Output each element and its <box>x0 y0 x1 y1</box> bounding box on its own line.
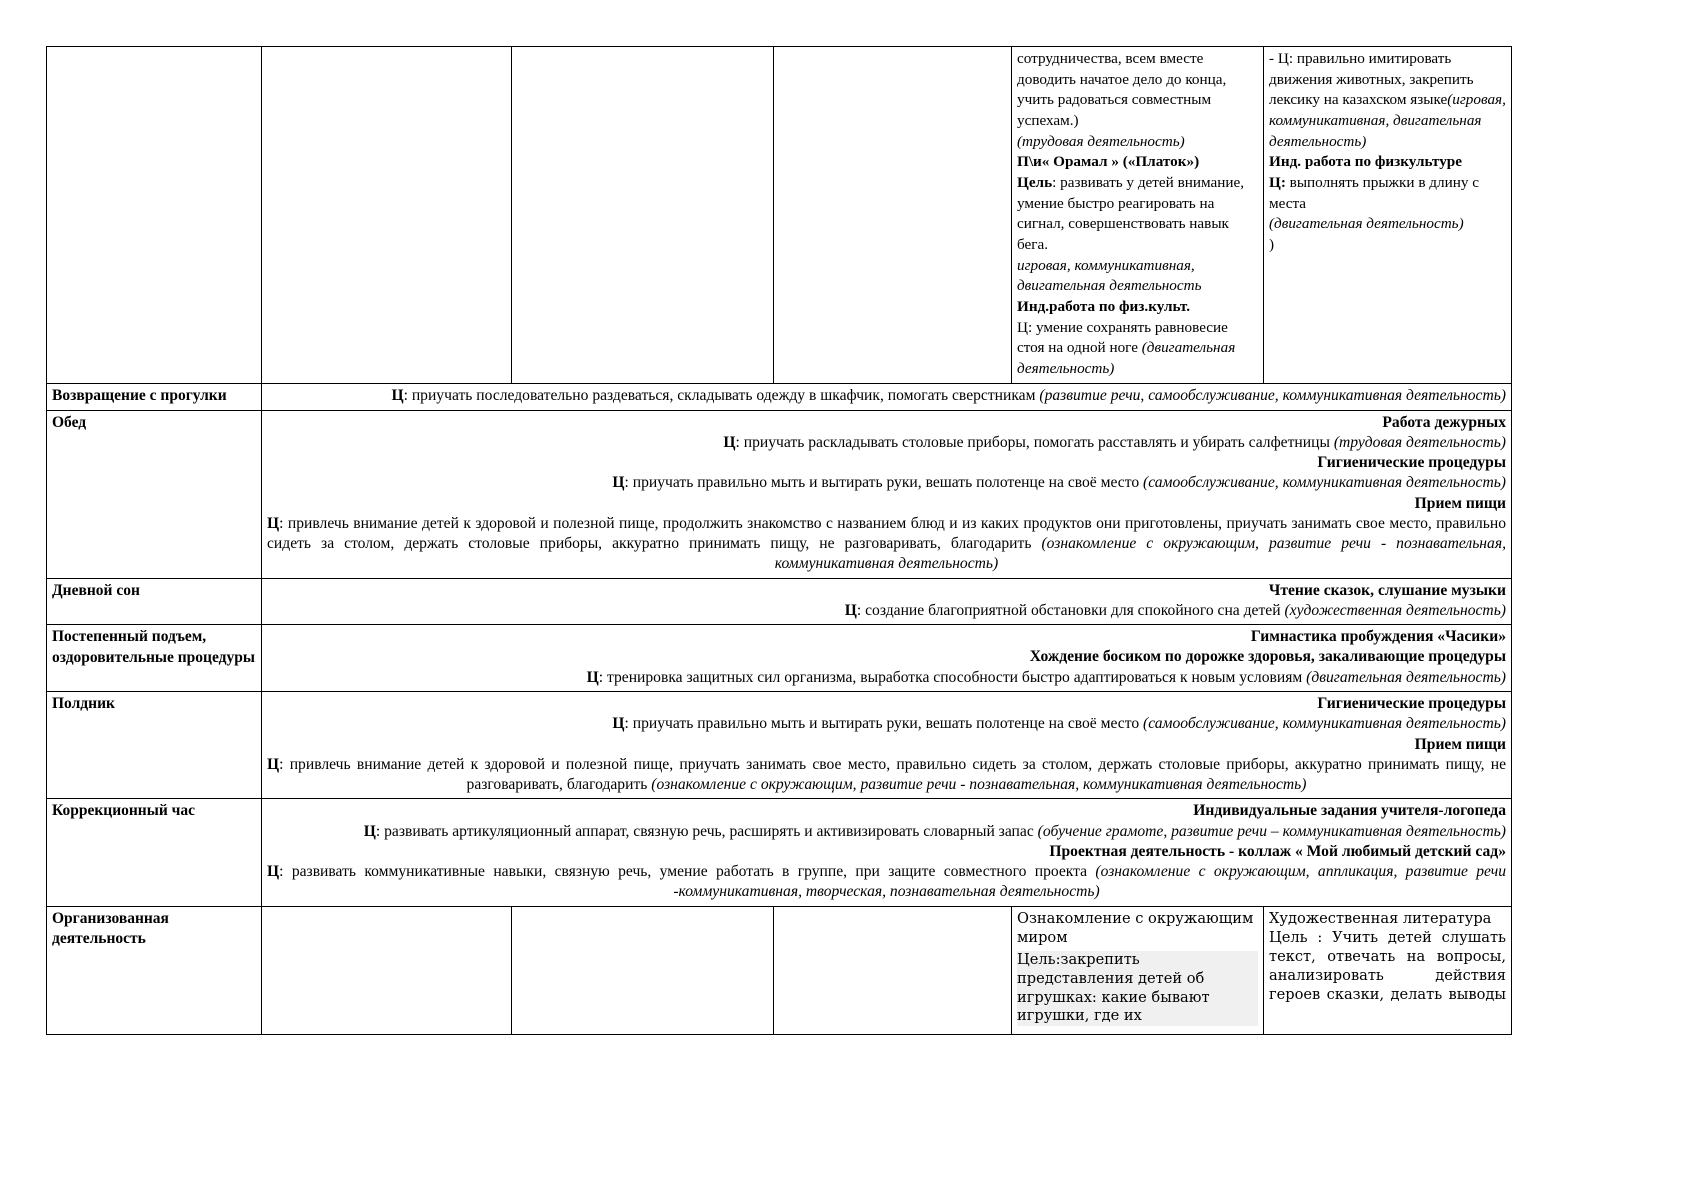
wakeup-activity-type: (двигательная деятельность) <box>1306 668 1506 686</box>
row-content-return-from-walk <box>262 383 1512 410</box>
cell-fiction-literature <box>1264 906 1512 1034</box>
cell-empty-4 <box>774 47 1012 384</box>
sleep-goal-label: Ц <box>844 601 857 619</box>
hygiene-title-lunch: Гигиенические процедуры <box>1317 454 1506 472</box>
literature-goal-text: Учить детей слушать текст, отвечать на вопросы, анализировать действия героев сказки, делать выводы <box>1269 928 1506 1003</box>
project-goal-label: Ц <box>267 863 280 881</box>
duty-work-goal <box>267 433 1506 453</box>
table-row-organized-activity <box>47 906 1512 1034</box>
literature-title: Художественная литература <box>1269 909 1492 927</box>
table-row-return-from-walk <box>47 383 1512 410</box>
duty-goal-text: : приучать раскладывать столовые приборы, помогать расставлять и убирать салфетницы <box>735 433 1334 451</box>
return-goal-text: : приучать последовательно раздеваться, складывать одежду в шкафчик, помогать сверстникам <box>403 386 1040 404</box>
row-content-lunch <box>262 410 1512 578</box>
daily-plan-table <box>46 46 1512 1035</box>
environment-goal-text: закрепить представления детей об игрушках: какие бывают игрушки, где их <box>1017 950 1210 1025</box>
project-collage-title: Проектная деятельность - коллаж « Мой любимый детский сад» <box>1049 842 1506 860</box>
cell-walk-activities <box>1012 47 1264 384</box>
row-content-correction-hour <box>262 799 1512 906</box>
hygiene-goal-label-snack: Ц <box>612 715 625 733</box>
row-label-return-from-walk: Возвращение с прогулки <box>47 383 262 410</box>
game-activity-types: игровая, коммуникативная, двигательная деятельность <box>1017 256 1202 295</box>
individual-pe-goal <box>1017 318 1258 380</box>
row-label-day-sleep: Дневной сон <box>47 578 262 625</box>
cell-empty-5 <box>262 906 512 1034</box>
row-label-gradual-wakeup: Постепенный подъем, оздоровительные процедуры <box>47 625 262 692</box>
cell-empty-2 <box>262 47 512 384</box>
hygiene-title-snack: Гигиенические процедуры <box>1317 694 1506 712</box>
individual-pe-goal-text: Ц: умение сохранять равновесие стоя на одной ноге <box>1017 318 1228 357</box>
hygiene-activity-type-lunch: (самообслуживание, коммуникативная деятельность) <box>1143 474 1506 492</box>
hygiene-goal-snack <box>267 714 1506 734</box>
table-row-lunch <box>47 410 1512 578</box>
pe-individual-goal <box>1269 173 1506 214</box>
row-label-lunch: Обед <box>47 410 262 578</box>
row-label-organized-activity: Организованная деятельность <box>47 906 262 1034</box>
pe-goal-label: Ц: <box>1269 174 1286 192</box>
hygiene-goal-text-lunch: : приучать правильно мыть и вытирать руки, вешать полотенце на своё место <box>624 474 1144 492</box>
environment-title: Ознакомление с окружающим миром <box>1017 909 1254 946</box>
table-row-continuation <box>47 47 1512 384</box>
hygiene-goal-label-lunch: Ц <box>612 474 625 492</box>
project-goal <box>267 862 1506 903</box>
meal-goal-text-lunch: : привлечь внимание детей к здоровой и полезной пище, продолжить знакомство с названием блюд и из каких продуктов они приготовлены, приучать занимать свое место, правильно сидеть за столом, держать столовые приборы, аккуратно принимать пищу, не разговаривать, благодарить <box>267 514 1506 553</box>
game-title-oramal: П\и« Орамал » («Платок») <box>1017 153 1200 171</box>
cell-environment-familiarization <box>1012 906 1264 1034</box>
row-label-afternoon-snack: Полдник <box>47 691 262 798</box>
row-label-correction-hour: Коррекционный час <box>47 799 262 906</box>
duty-work-title: Работа дежурных <box>1382 413 1506 431</box>
meal-activity-type-snack: (ознакомление с окружающим, развитие речи - познавательная, коммуникативная деятельность) <box>651 776 1307 794</box>
return-activity-type: (развитие речи, самообслуживание, коммуникативная деятельность) <box>1039 386 1506 404</box>
pe-activity-type: (двигательная деятельность) <box>1269 215 1464 233</box>
meal-goal-label-snack: Ц <box>267 755 280 773</box>
sleep-activity-type: (художественная деятельность) <box>1284 601 1506 619</box>
meal-goal-label-lunch: Ц <box>267 514 280 532</box>
cell-empty-6 <box>512 906 774 1034</box>
literature-goal <box>1269 929 1506 1005</box>
wakeup-gymnastics-title: Гимнастика пробуждения «Часики» <box>1250 628 1506 646</box>
row-content-gradual-wakeup <box>262 625 1512 692</box>
logopedist-goal-label: Ц <box>363 822 376 840</box>
environment-goal <box>1017 951 1258 1027</box>
meal-title-lunch: Прием пищи <box>1414 494 1506 512</box>
return-goal-label: Ц <box>391 386 404 404</box>
pe-goal-text: выполнять прыжки в длину с места <box>1269 174 1480 212</box>
cell-empty-3 <box>512 47 774 384</box>
table-row-day-sleep <box>47 578 1512 625</box>
table-row-afternoon-snack <box>47 691 1512 798</box>
wakeup-goal-label: Ц <box>586 668 599 686</box>
meal-goal-lunch <box>267 514 1506 575</box>
sleep-goal <box>267 601 1506 621</box>
barefoot-path-title: Хождение босиком по дорожке здоровья, закаливающие процедуры <box>1029 648 1506 666</box>
closing-paren: ) <box>1269 236 1275 254</box>
table-row-gradual-wakeup <box>47 625 1512 692</box>
logopedist-goal-text: : развивать артикуляционный аппарат, связную речь, расширять и активизировать словарный запас <box>375 822 1038 840</box>
individual-pe-work-title: Инд.работа по физ.культ. <box>1017 298 1191 316</box>
game-goal-line <box>1017 173 1258 256</box>
goal-text: : развивать у детей внимание, умение быстро реагировать на сигнал, совершенствовать навык бега. <box>1017 174 1245 254</box>
sleep-goal-text: : создание благоприятной обстановки для спокойного сна детей <box>856 601 1285 619</box>
return-goal <box>267 386 1506 406</box>
pe-individual-title: Инд. работа по физкультуре <box>1269 153 1462 171</box>
walk-labor-activity: (трудовая деятельность) <box>1017 132 1185 150</box>
hygiene-goal-text-snack: : приучать правильно мыть и вытирать руки, вешать полотенце на своё место <box>624 715 1144 733</box>
meal-goal-snack <box>267 755 1506 796</box>
logopedist-tasks-title: Индивидуальные задания учителя-логопеда <box>1193 802 1506 820</box>
fairy-tales-title: Чтение сказок, слушание музыки <box>1268 581 1506 599</box>
row-content-afternoon-snack <box>262 691 1512 798</box>
row-content-day-sleep <box>262 578 1512 625</box>
environment-goal-label: Цель: <box>1017 950 1061 968</box>
animal-imitation-goal <box>1269 49 1506 152</box>
project-goal-text: : развивать коммуникативные навыки, связную речь, умение работать в группе, при защите совместного проекта <box>279 863 1096 881</box>
cell-empty-7 <box>774 906 1012 1034</box>
animal-imitation-activity-type: (игровая, коммуникативная, двигательная деятельность) <box>1269 91 1506 150</box>
project-activity-type: (ознакомление с окружающим, аппликация, развитие речи -коммуникативная, творческая, познавательная деятельность) <box>673 863 1507 901</box>
meal-goal-text-snack: : привлечь внимание детей к здоровой и полезной пище, приучать занимать свое место, правильно сидеть за столом, держать столовые приборы, аккуратно принимать пищу, не разговаривать, благодарить <box>279 755 1506 794</box>
cell-kazakh-activities <box>1264 47 1512 384</box>
meal-activity-type-lunch: (ознакомление с окружающим, развитие речи - познавательная, коммуникативная деятельность) <box>774 535 1506 573</box>
hygiene-activity-type-snack: (самообслуживание, коммуникативная деятельность) <box>1143 715 1506 733</box>
duty-goal-label: Ц <box>723 433 736 451</box>
wakeup-goal <box>267 668 1506 688</box>
duty-activity-type: (трудовая деятельность) <box>1333 433 1506 451</box>
hygiene-goal-lunch <box>267 473 1506 493</box>
goal-label: Цель <box>1017 174 1053 192</box>
table-row-correction-hour <box>47 799 1512 906</box>
logopedist-goal <box>267 822 1506 842</box>
walk-coop-text: сотрудничества, всем вместе доводить начатое дело до конца, учить радоваться совместным успехам.) <box>1017 50 1227 130</box>
meal-title-snack: Прием пищи <box>1414 735 1506 753</box>
animal-imitation-text: - Ц: правильно имитировать движения животных, закрепить лексику на казахском языке <box>1269 50 1474 109</box>
cell-empty-1 <box>47 47 262 384</box>
logopedist-activity-type: (обучение грамоте, развитие речи – коммуникативная деятельность) <box>1037 822 1506 840</box>
literature-goal-label: Цель : <box>1269 928 1323 946</box>
wakeup-goal-text: : тренировка защитных сил организма, выработка способности быстро адаптироваться к новым условиям <box>598 668 1307 686</box>
individual-pe-activity-type: (двигательная деятельность) <box>1017 339 1236 378</box>
